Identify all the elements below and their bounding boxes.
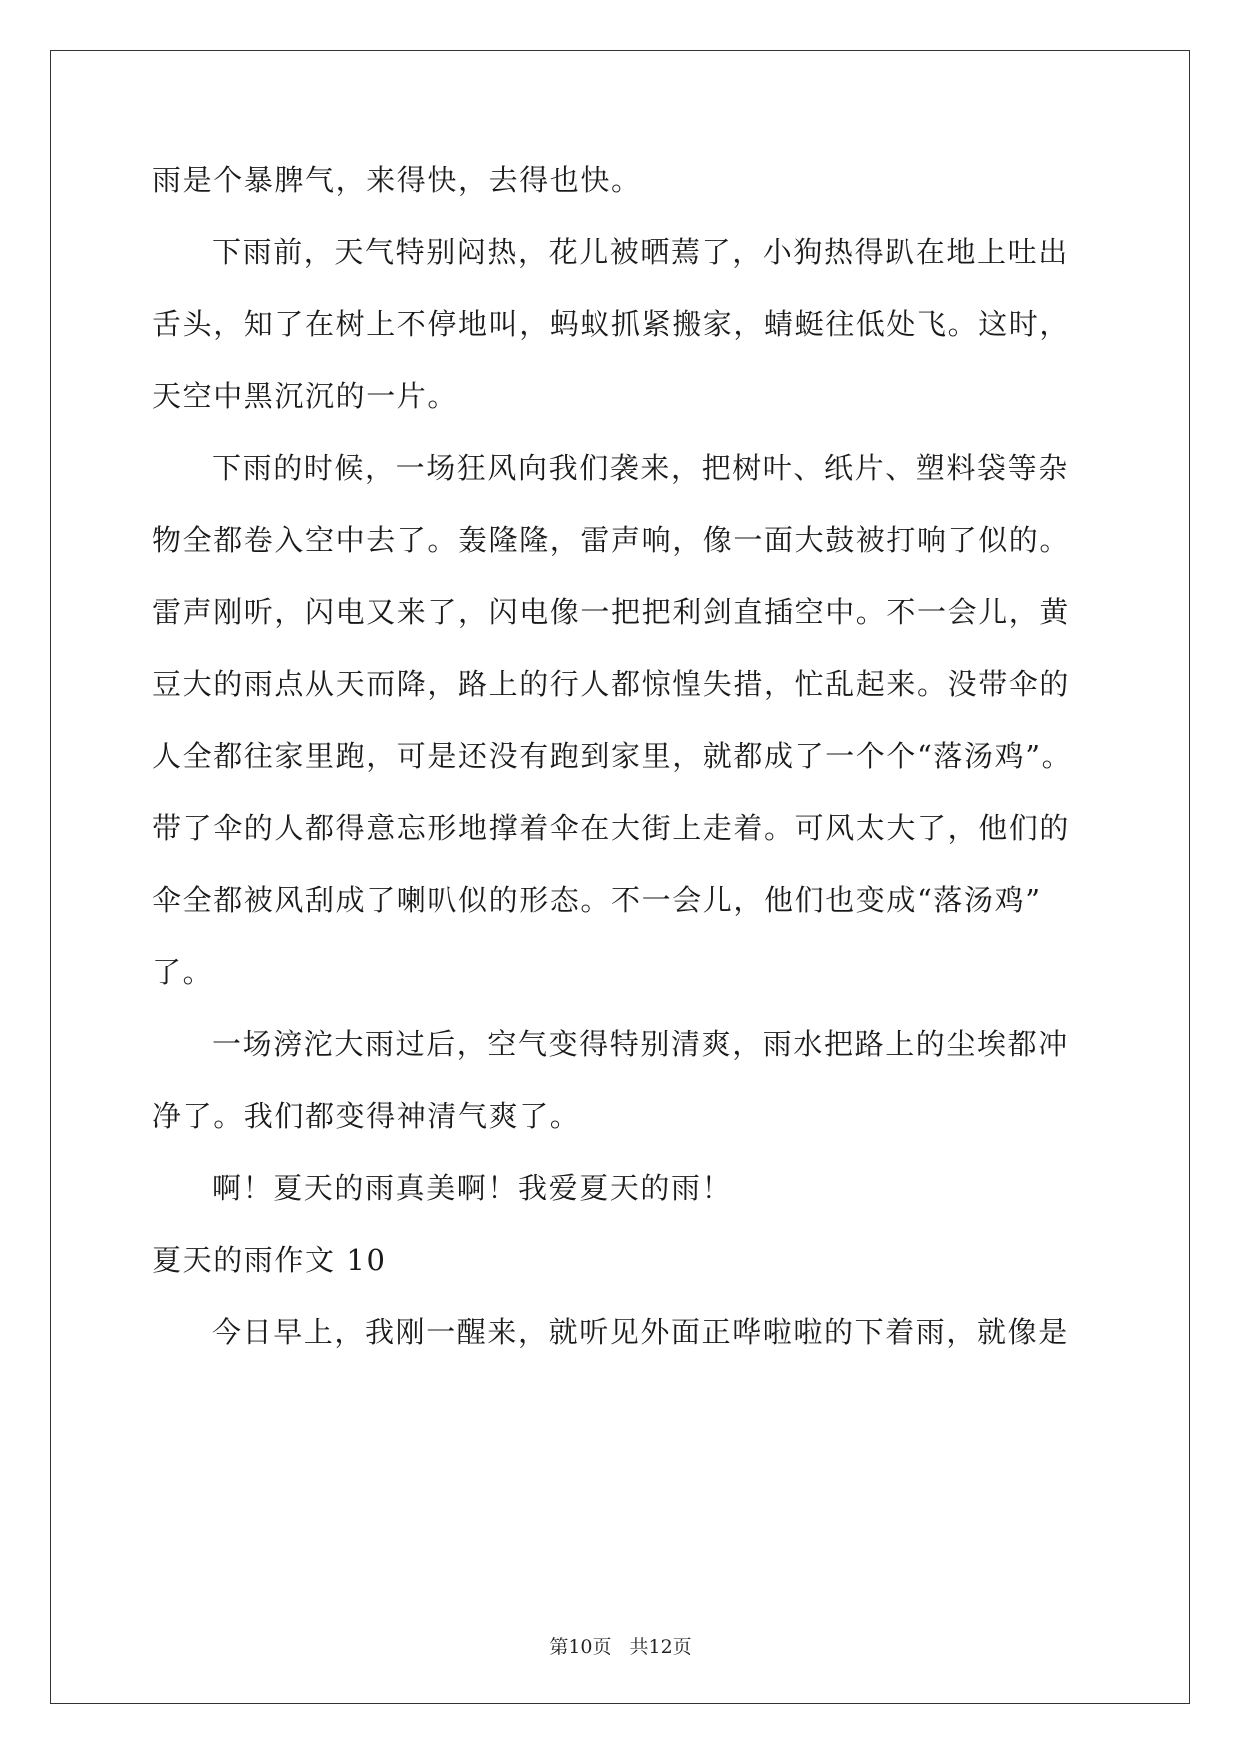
text-line: 下雨前，天气特别闷热，花儿被晒蔫了，小狗热得趴在地上吐出 <box>212 235 1069 269</box>
text-line: 伞全都被风刮成了喇叭似的形态。不一会儿，他们也变成“落汤鸡” <box>152 883 1042 917</box>
text-line: 雷声刚听，闪电又来了，闪电像一把把利剑直插空中。不一会儿，黄 <box>152 595 1071 629</box>
page-number: 第10页 <box>549 1636 612 1658</box>
text-line: 今日早上，我刚一醒来，就听见外面正哗啦啦的下着雨，就像是 <box>212 1315 1069 1349</box>
text-line: 人全都往家里跑，可是还没有跑到家里，就都成了一个个“落汤鸡”。 <box>152 739 1073 773</box>
text-line: 一场滂沱大雨过后，空气变得特别清爽，雨水把路上的尘埃都冲 <box>212 1027 1069 1061</box>
text-line: 物全都卷入空中去了。轰隆隆，雷声响，像一面大鼓被打响了似的。 <box>152 523 1071 557</box>
page-border <box>50 50 1190 1704</box>
page-total: 共12页 <box>629 1636 692 1658</box>
text-line: 了。 <box>152 955 214 989</box>
text-line: 天空中黑沉沉的一片。 <box>152 379 459 413</box>
text-line: 舌头，知了在树上不停地叫，蚂蚁抓紧搬家，蜻蜓往低处飞。这时， <box>152 307 1071 341</box>
text-line: 啊！夏天的雨真美啊！我爱夏天的雨！ <box>212 1171 733 1205</box>
text-line: 雨是个暴脾气，来得快，去得也快。 <box>152 163 642 197</box>
text-line: 带了伞的人都得意忘形地撑着伞在大街上走着。可风太大了，他们的 <box>152 811 1071 845</box>
page-footer <box>0 1632 1241 1659</box>
text-line: 豆大的雨点从天而降，路上的行人都惊惶失措，忙乱起来。没带伞的 <box>152 667 1071 701</box>
text-line: 下雨的时候，一场狂风向我们袭来，把树叶、纸片、塑料袋等杂 <box>212 451 1069 485</box>
text-line: 净了。我们都变得神清气爽了。 <box>152 1099 581 1133</box>
section-heading: 夏天的雨作文 10 <box>152 1243 387 1277</box>
